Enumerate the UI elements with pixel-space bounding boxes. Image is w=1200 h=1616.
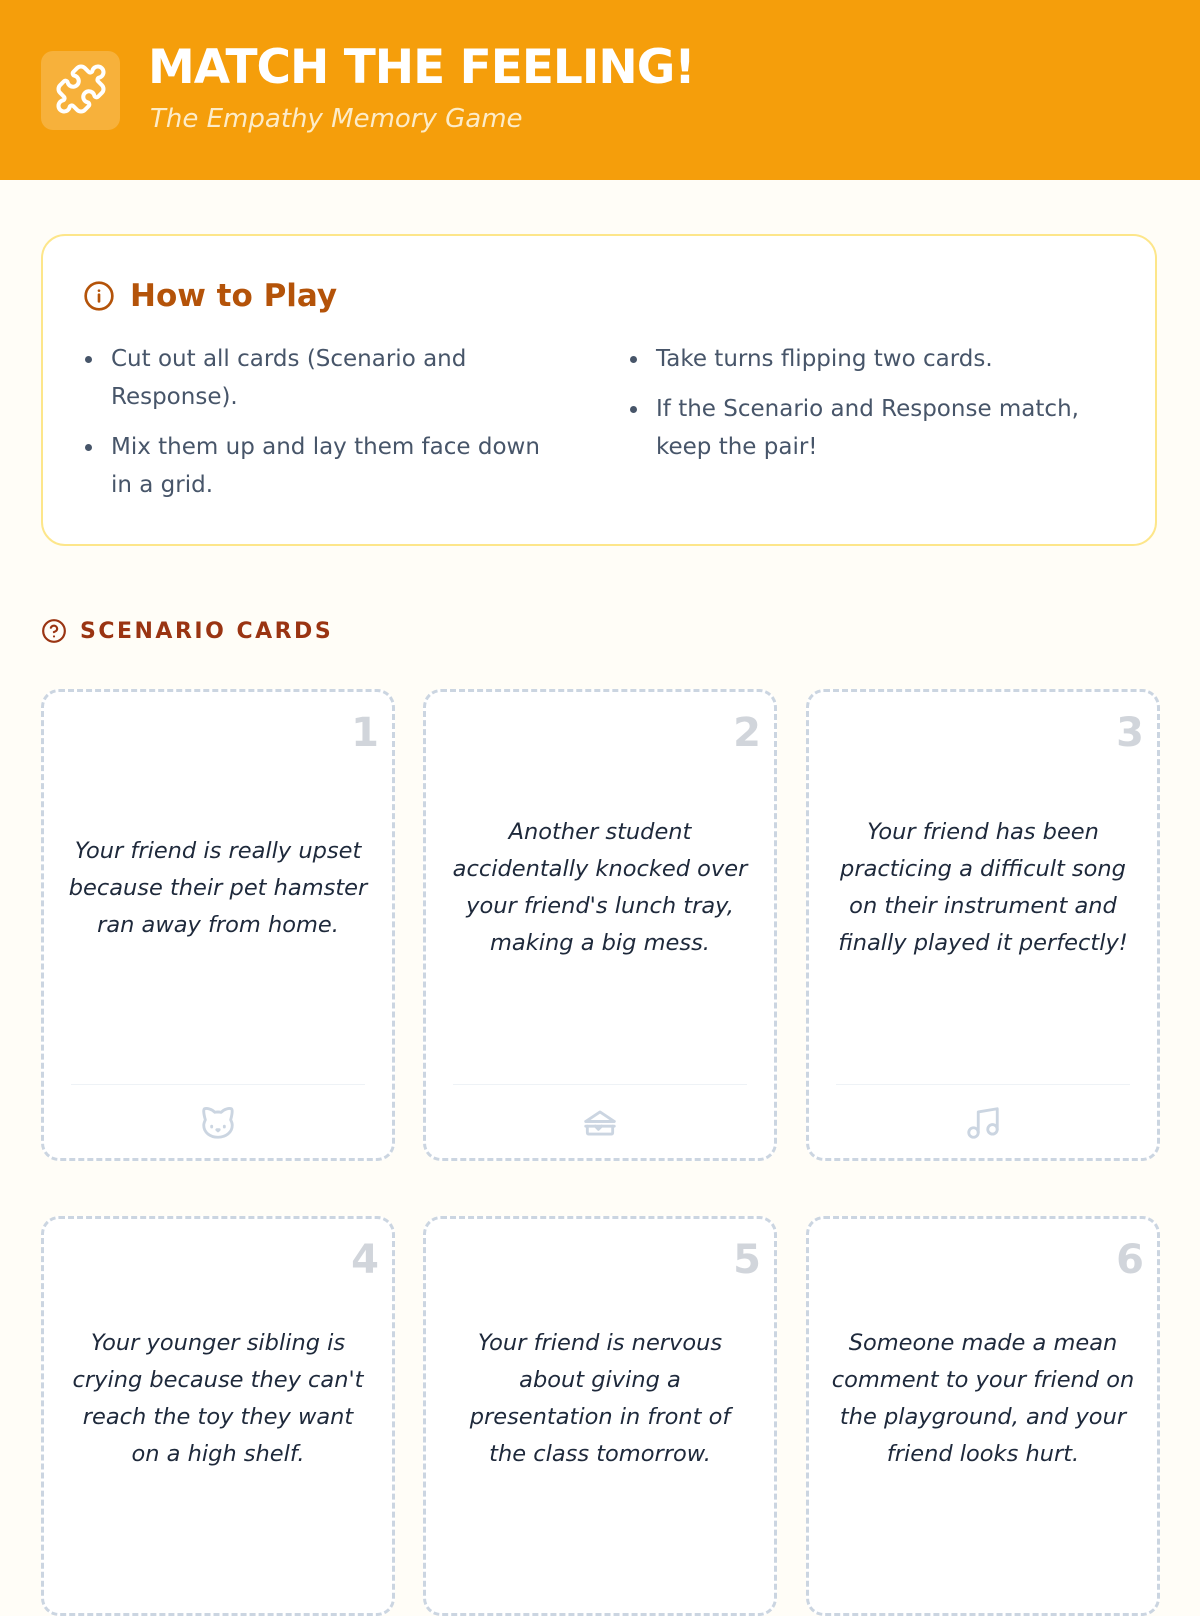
card-divider xyxy=(71,1084,365,1085)
card-number: 6 xyxy=(1116,1237,1144,1283)
sandwich-icon xyxy=(581,1104,619,1142)
how-to-play-heading xyxy=(83,278,337,314)
scenario-card-1[interactable] xyxy=(41,689,395,1161)
card-number: 4 xyxy=(351,1237,379,1283)
card-text: Your younger sibling is crying because they can't reach the toy they want on a high shelf. xyxy=(72,1329,364,1467)
card-number: 3 xyxy=(1116,710,1144,756)
logo xyxy=(41,51,120,130)
card-number: 5 xyxy=(733,1237,761,1283)
card-text: Another student accidentally knocked over your friend's lunch tray, making a big mess. xyxy=(452,819,748,956)
card-divider xyxy=(453,1084,747,1085)
card-number: 2 xyxy=(733,710,761,756)
card-divider xyxy=(836,1084,1130,1085)
card-text: Your friend is nervous about giving a presentation in front of the class tomorrow. xyxy=(469,1329,731,1467)
scenario-card-6[interactable] xyxy=(806,1216,1160,1616)
instructions-left xyxy=(83,340,563,516)
info-circle-icon xyxy=(83,280,115,312)
question-circle-icon xyxy=(41,618,67,644)
instruction-item: Mix them up and lay them face down in a grid. xyxy=(83,428,563,504)
instruction-item: Take turns flipping two cards. xyxy=(628,340,1098,378)
scenario-card-4[interactable] xyxy=(41,1216,395,1616)
card-text: Your friend has been practicing a difficult song on their instrument and finally played it perfectly! xyxy=(838,819,1128,956)
cat-icon xyxy=(199,1104,237,1142)
card-number: 1 xyxy=(351,710,379,756)
card-text: Your friend is really upset because their pet hamster ran away from home. xyxy=(68,837,368,938)
instruction-item: If the Scenario and Response match, keep the pair! xyxy=(628,390,1098,466)
instruction-item: Cut out all cards (Scenario and Response). xyxy=(83,340,563,416)
scenario-cards-heading xyxy=(41,618,333,644)
card-text: Someone made a mean comment to your friend on the playground, and your friend looks hurt. xyxy=(831,1329,1135,1467)
music-note-icon xyxy=(964,1104,1002,1142)
page-header xyxy=(0,0,1200,180)
scenario-cards-title: SCENARIO CARDS xyxy=(80,618,334,644)
instructions-right xyxy=(628,340,1098,478)
scenario-card-5[interactable] xyxy=(423,1216,777,1616)
puzzle-piece-icon xyxy=(54,62,108,120)
how-to-play-title: How to Play xyxy=(130,278,338,314)
scenario-card-3[interactable] xyxy=(806,689,1160,1161)
page-title: MATCH THE FEELING! xyxy=(148,40,695,95)
how-to-play-panel xyxy=(41,234,1157,546)
page-subtitle: The Empathy Memory Game xyxy=(150,104,523,134)
scenario-card-2[interactable] xyxy=(423,689,777,1161)
